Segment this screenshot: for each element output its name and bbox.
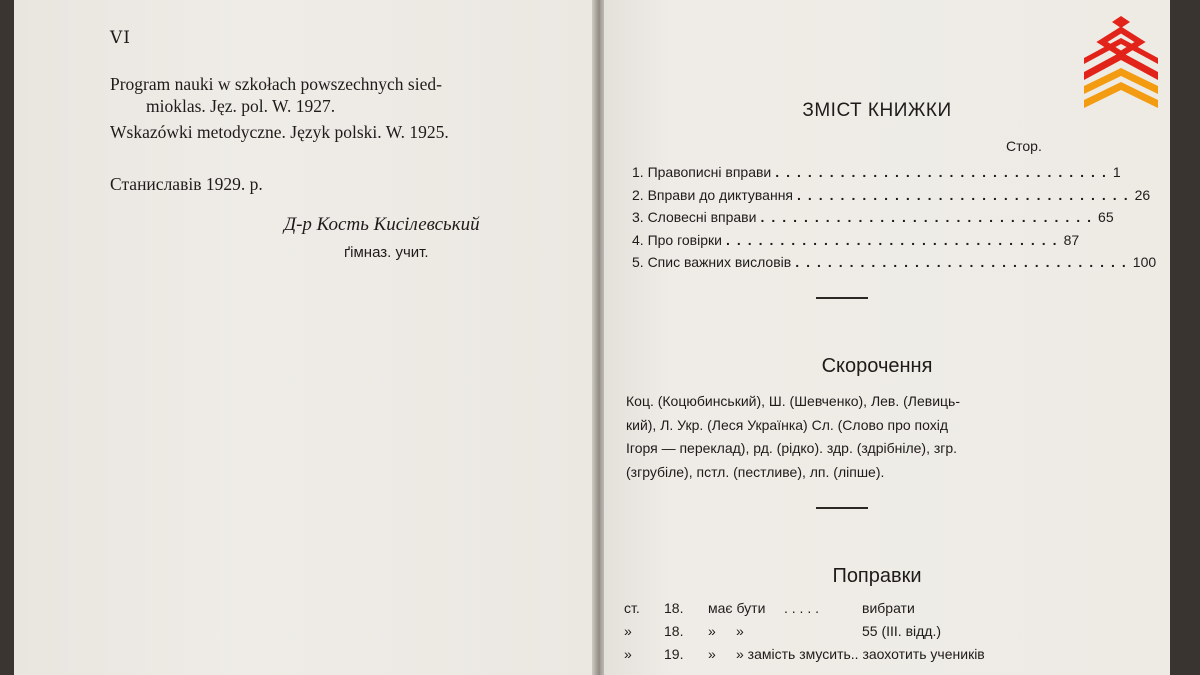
page-number: VI: [110, 28, 131, 48]
correction-col-b: 18.: [664, 600, 684, 616]
correction-col-c: »: [708, 646, 716, 662]
author-signature: Д-р Кость Кисілевський: [284, 214, 480, 235]
correction-row: [624, 646, 1074, 669]
correction-col-a: »: [624, 623, 632, 639]
correction-col-e: вибрати: [862, 600, 915, 616]
abbreviations-line: Ігоря — переклад), рд. (рідко). здр. (здрібніле), згр.: [626, 440, 958, 456]
author-title: ґімназ. учит.: [344, 244, 429, 261]
source-line: mioklas. Jęz. pol. W. 1927.: [146, 96, 336, 116]
correction-col-d: » замість змусить.. заохотить учеників: [736, 646, 985, 662]
abbreviations-text: [626, 390, 1058, 484]
correction-row: [624, 623, 1074, 646]
toc-item: [632, 164, 1121, 187]
toc-item-page: 87: [1063, 231, 1080, 248]
book-edge-left: [0, 0, 14, 675]
toc-item-label: 3. Словесні вправи: [632, 209, 757, 225]
table-of-contents: [632, 164, 1157, 277]
library-logo-icon: [1078, 14, 1164, 114]
abbreviations-title: Скорочення: [821, 355, 933, 377]
correction-row: [624, 600, 1074, 623]
corrections-list: [624, 600, 1074, 669]
section-divider: [816, 297, 868, 299]
correction-col-c: має бути: [708, 600, 766, 616]
toc-item: [632, 231, 1080, 255]
correction-col-b: 18.: [664, 623, 684, 639]
toc-item-label: 5. Спис важних висловів: [632, 254, 792, 270]
toc-leader-dots: ...............................: [725, 231, 1064, 248]
section-divider: [816, 507, 868, 509]
abbreviations-line: Коц. (Коцюбинський), Ш. (Шевченко), Лев. (Левиць-: [626, 393, 961, 409]
toc-item-label: 4. Про говірки: [632, 231, 722, 248]
toc-item-page: 26: [1134, 186, 1151, 203]
toc-leader-dots: ...............................: [797, 186, 1135, 203]
toc-item-page: 1: [1112, 164, 1121, 180]
toc-title: ЗМІСТ КНИЖКИ: [802, 100, 952, 121]
correction-col-d: . . . . .: [784, 600, 820, 616]
corrections-title: Поправки: [832, 565, 922, 587]
toc-item: [632, 254, 1157, 277]
source-line: Program nauki w szkołach powszechnych sied-: [110, 74, 442, 94]
correction-col-c: »: [708, 623, 716, 639]
toc-leader-dots: ...............................: [795, 254, 1133, 270]
toc-leader-dots: ...............................: [760, 209, 1099, 225]
toc-item: [632, 209, 1114, 232]
correction-col-b: 19.: [664, 646, 684, 662]
toc-item-page: 100: [1132, 254, 1157, 270]
left-page: [14, 0, 596, 675]
toc-page-column-header: Стор.: [1006, 138, 1042, 154]
place-date: Станиславів 1929. р.: [110, 174, 263, 194]
correction-col-a: ст.: [624, 600, 640, 616]
toc-item: [632, 186, 1151, 210]
book-edge-right: [1170, 0, 1200, 675]
toc-item-label: 1. Правописні вправи: [632, 164, 772, 180]
source-line: Wskazówki metodyczne. Język polski. W. 1925.: [110, 122, 449, 142]
toc-item-label: 2. Вправи до диктування: [632, 186, 793, 203]
toc-leader-dots: ...............................: [775, 164, 1113, 180]
abbreviations-line: кий), Л. Укр. (Леся Українка) Сл. (Слово про похід: [626, 416, 949, 433]
correction-col-a: »: [624, 646, 632, 662]
toc-item-page: 65: [1098, 209, 1114, 225]
correction-col-e: 55 (III. відд.): [862, 623, 942, 639]
abbreviations-line: (згрубіле), пстл. (пестливе), лп. (ліпше).: [626, 463, 885, 480]
correction-col-d: »: [736, 623, 744, 639]
